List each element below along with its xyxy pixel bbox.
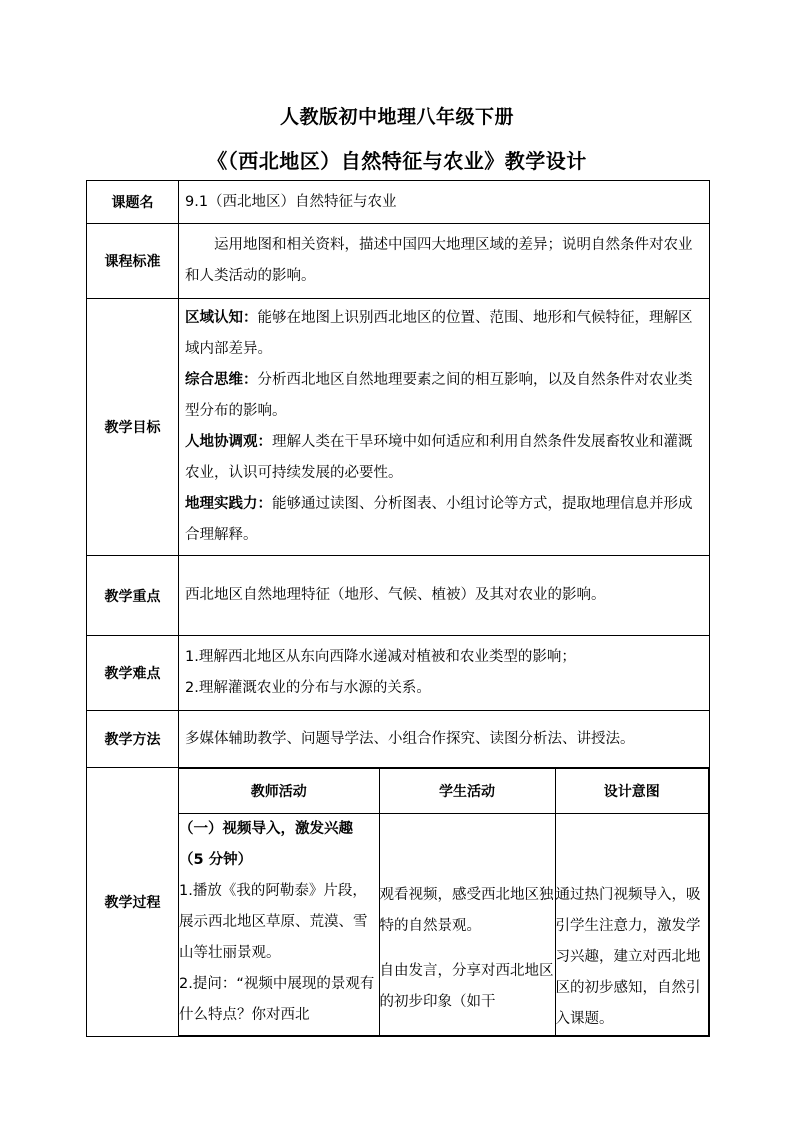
section-time: （5 分钟） bbox=[179, 852, 253, 868]
student-para: 观看视频，感受西北地区独特的自然景观。 bbox=[379, 887, 554, 934]
standard-label: 课程标准 bbox=[87, 224, 179, 299]
lesson-plan-table bbox=[86, 180, 710, 1037]
goal-item bbox=[185, 427, 703, 489]
goal-text: 能够通过读图、分析图表、小组讨论等方式，提取地理信息并形成合理解释。 bbox=[185, 496, 693, 543]
goal-head: 地理实践力： bbox=[185, 496, 272, 512]
row-topic bbox=[87, 181, 710, 224]
document-title: 人教版初中地理八年级下册 bbox=[279, 106, 514, 128]
goal-item bbox=[185, 365, 703, 427]
difficulty-line: 1.理解西北地区从东向西降水递减对植被和农业类型的影响； bbox=[185, 649, 576, 665]
key-points-label: 教学重点 bbox=[87, 556, 179, 636]
goals-value bbox=[179, 299, 710, 556]
methods-value: 多媒体辅助教学、问题导学法、小组合作探究、读图分析法、讲授法。 bbox=[179, 711, 710, 768]
row-process bbox=[87, 768, 710, 1037]
key-points-value: 西北地区自然地理特征（地形、气候、植被）及其对农业的影响。 bbox=[179, 556, 710, 636]
process-subtable bbox=[179, 768, 709, 1036]
difficulties-label: 教学难点 bbox=[87, 636, 179, 711]
difficulties-value bbox=[179, 636, 710, 711]
header-teacher: 教师活动 bbox=[179, 769, 379, 814]
goal-head: 区域认知： bbox=[185, 310, 258, 326]
intent-para: 通过热门视频导入，吸引学生注意力，激发学习兴趣，建立对西北地区的初步感知，自然引入课题。 bbox=[555, 887, 701, 1027]
goal-text: 能够在地图上识别西北地区的位置、范围、地形和气候特征，理解区域内部差异。 bbox=[185, 310, 693, 357]
student-para: 自由发言，分享对西北地区的初步印象（如干 bbox=[379, 963, 554, 1010]
header-intent: 设计意图 bbox=[555, 769, 709, 814]
teacher-step: 1.播放《我的阿勒泰》片段，展示西北地区草原、荒漠、雪山等壮丽景观。 bbox=[179, 883, 368, 961]
standard-value: 运用地图和相关资料，描述中国四大地理区域的差异；说明自然条件对农业和人类活动的影响。 bbox=[179, 224, 710, 299]
process-header-row bbox=[179, 769, 709, 814]
row-goals bbox=[87, 299, 710, 556]
methods-label: 教学方法 bbox=[87, 711, 179, 768]
student-activity bbox=[379, 814, 555, 1036]
process-body-row bbox=[179, 814, 709, 1036]
goal-item bbox=[185, 303, 703, 365]
row-methods bbox=[87, 711, 710, 768]
goal-text: 理解人类在干旱环境中如何适应和利用自然条件发展畜牧业和灌溉农业，认识可持续发展的必要性。 bbox=[185, 434, 693, 481]
goal-head: 综合思维： bbox=[185, 372, 258, 388]
topic-label: 课题名 bbox=[87, 181, 179, 224]
goals-label: 教学目标 bbox=[87, 299, 179, 556]
process-label: 教学过程 bbox=[87, 768, 179, 1037]
difficulty-line: 2.理解灌溉农业的分布与水源的关系。 bbox=[185, 680, 431, 696]
goal-text: 分析西北地区自然地理要素之间的相互影响，以及自然条件对农业类型分布的影响。 bbox=[185, 372, 693, 419]
row-difficulties bbox=[87, 636, 710, 711]
document-subtitle: 《（西北地区）自然特征与农业》教学设计 bbox=[207, 149, 587, 173]
process-value bbox=[179, 768, 710, 1037]
goal-item bbox=[185, 489, 703, 551]
header-student: 学生活动 bbox=[379, 769, 555, 814]
teacher-activity bbox=[179, 814, 379, 1036]
goal-head: 人地协调观： bbox=[185, 434, 272, 450]
design-intent bbox=[555, 814, 709, 1036]
teacher-step: 2.提问：“视频中展现的景观有什么特点？你对西北 bbox=[179, 976, 375, 1023]
row-key-points bbox=[87, 556, 710, 636]
topic-value: 9.1（西北地区）自然特征与农业 bbox=[179, 181, 710, 224]
section-title: （一）视频导入，激发兴趣 bbox=[179, 821, 353, 837]
row-standard bbox=[87, 224, 710, 299]
